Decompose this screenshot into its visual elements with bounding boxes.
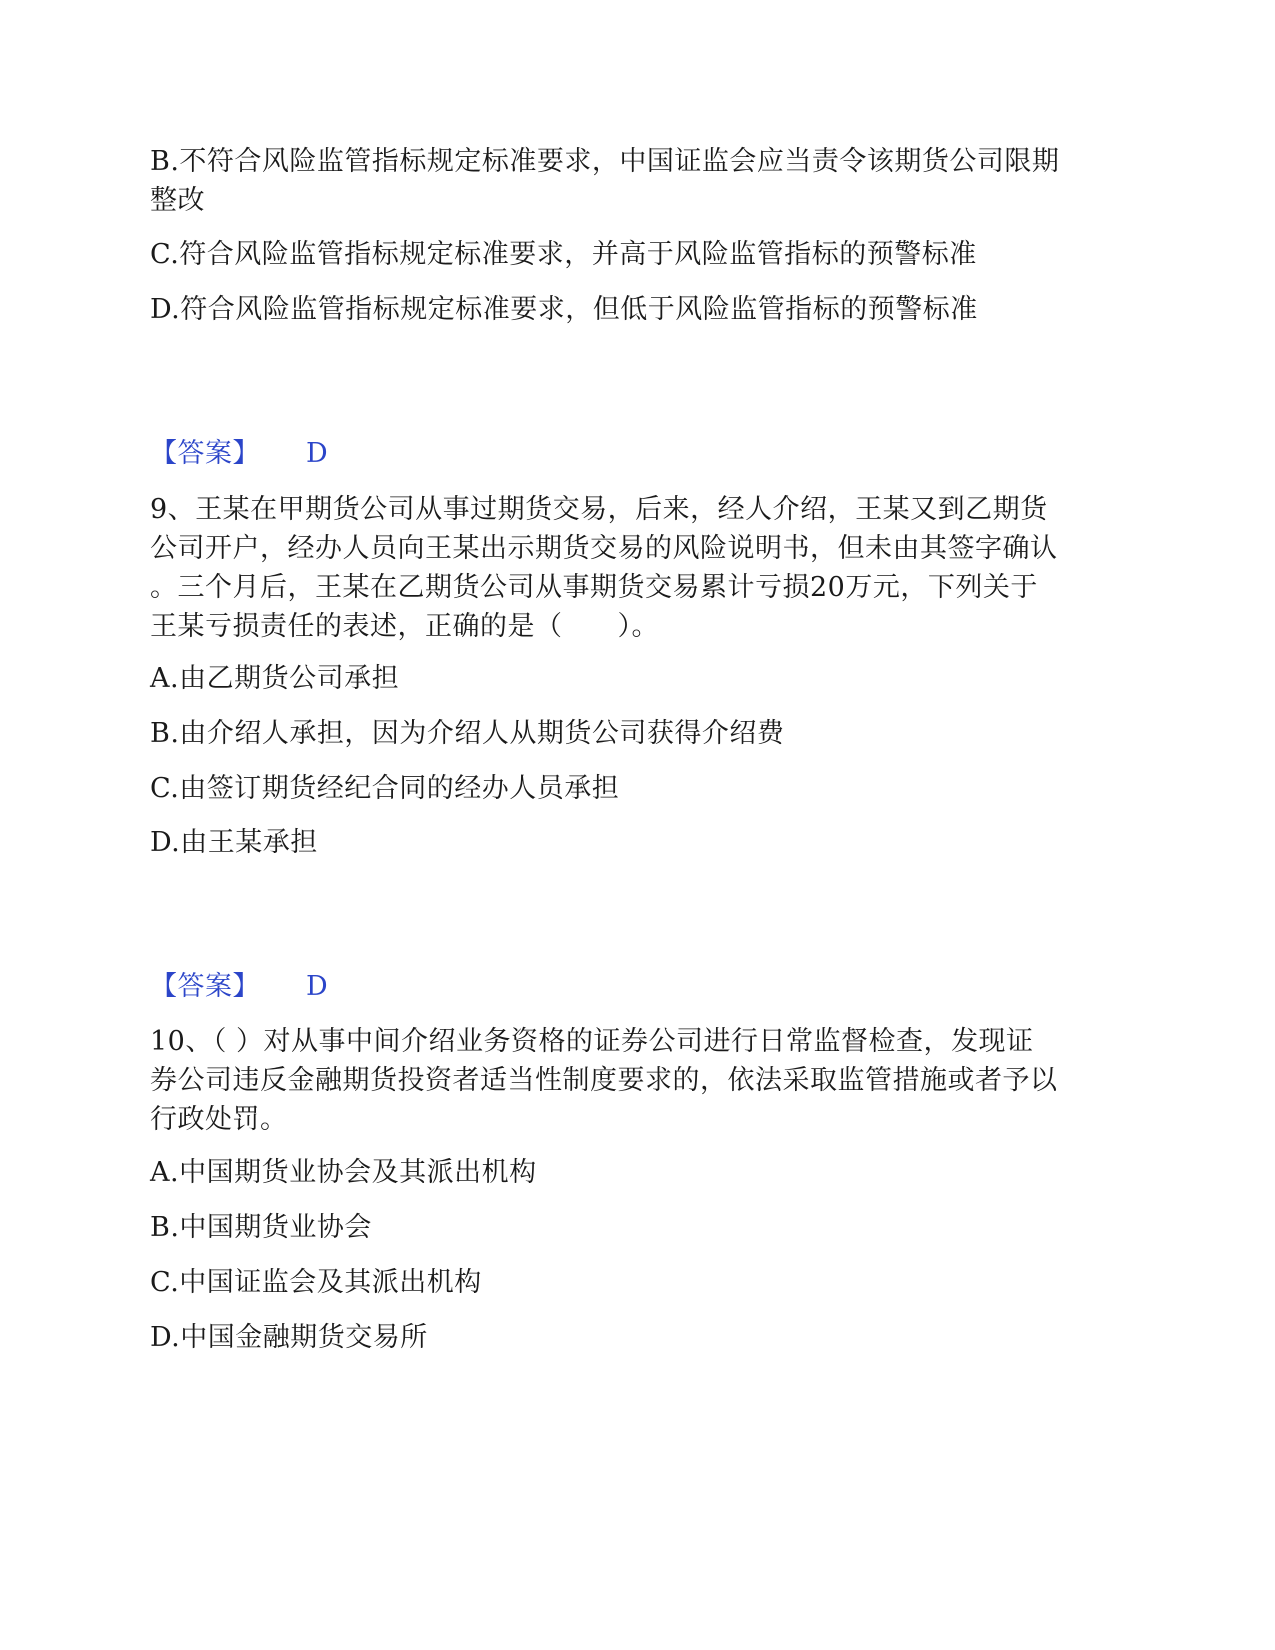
q10-option-d: D.中国金融期货交易所 [150, 1322, 428, 1353]
q9-answer-label: 【答案】 [150, 971, 260, 1002]
q9-option-d: D.由王某承担 [150, 827, 318, 858]
q8-option-d: D.符合风险监管指标规定标准要求，但低于风险监管指标的预警标准 [150, 294, 978, 325]
q9-option-b: B.由介绍人承担，因为介绍人从期货公司获得介绍费 [150, 718, 785, 749]
q9-stem-line-1: 9、王某在甲期货公司从事过期货交易，后来，经人介绍，王某又到乙期货 [150, 494, 1048, 525]
q8-answer [150, 434, 328, 474]
q9-answer-value: D [306, 971, 329, 1002]
q9-stem [150, 490, 1115, 646]
q10-stem-line-1: 10、（ ）对从事中间介绍业务资格的证券公司进行日常监督检查，发现证 [150, 1026, 1034, 1057]
q9-option-a: A.由乙期货公司承担 [150, 663, 400, 694]
q8-answer-value: D [306, 438, 329, 469]
q8-answer-label: 【答案】 [150, 438, 260, 469]
q8-option-b-line-2: 整改 [150, 185, 205, 216]
q10-stem-line-2: 券公司违反金融期货投资者适当性制度要求的，依法采取监管措施或者予以 [150, 1065, 1058, 1096]
q8-option-b [150, 142, 1115, 220]
q9-answer [150, 967, 328, 1007]
q10-stem [150, 1022, 1115, 1139]
q9-stem-line-3: 。三个月后，王某在乙期货公司从事期货交易累计亏损20万元，下列关于 [150, 572, 1038, 603]
q10-option-b: B.中国期货业协会 [150, 1212, 372, 1243]
q10-option-a: A.中国期货业协会及其派出机构 [150, 1157, 537, 1188]
q10-option-c: C.中国证监会及其派出机构 [150, 1267, 482, 1298]
q10-stem-line-3: 行政处罚。 [150, 1104, 288, 1135]
q9-option-c: C.由签订期货经纪合同的经办人员承担 [150, 773, 620, 804]
q8-option-b-line-1: B.不符合风险监管指标规定标准要求，中国证监会应当责令该期货公司限期 [150, 146, 1060, 177]
q9-stem-line-2: 公司开户，经办人员向王某出示期货交易的风险说明书，但未由其签字确认 [150, 533, 1058, 564]
q8-option-c: C.符合风险监管指标规定标准要求，并高于风险监管指标的预警标准 [150, 239, 977, 270]
q9-stem-line-4: 王某亏损责任的表述，正确的是（ ）。 [150, 611, 659, 642]
